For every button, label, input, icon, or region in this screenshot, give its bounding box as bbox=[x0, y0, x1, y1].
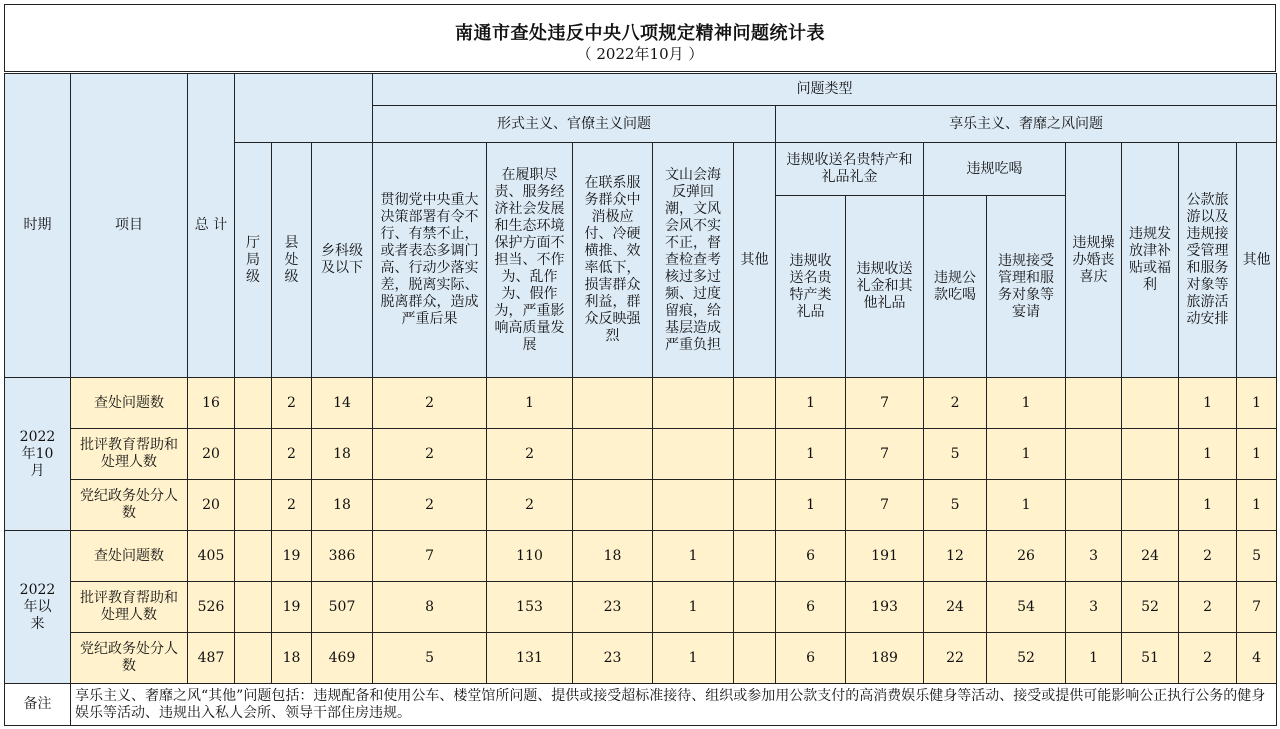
item-cell bbox=[71, 378, 188, 429]
value-cell-f3: 23 bbox=[573, 633, 653, 684]
item-label: 批评教育帮助和处理人数 bbox=[80, 590, 178, 623]
xian-header bbox=[272, 143, 312, 378]
value-cell-f5 bbox=[734, 531, 776, 582]
value-cell-m1: 22 bbox=[924, 633, 987, 684]
f1-label: 贯彻党中央重大决策部署有令不行、有禁不止，或者表态多调门高、行动少落实差，脱离实际、脱离群众，造成严重后果 bbox=[380, 192, 479, 327]
value-cell-m1: 2 bbox=[924, 378, 987, 429]
value-cell-xiang: 507 bbox=[312, 582, 373, 633]
value-cell-m1: 12 bbox=[924, 531, 987, 582]
value-cell-f2: 1 bbox=[487, 378, 573, 429]
value-cell-g2: 7 bbox=[846, 378, 924, 429]
item-label: 党纪政务处分人数 bbox=[80, 488, 178, 521]
value-cell-j bbox=[1122, 429, 1179, 480]
total-header: 总 计 bbox=[188, 74, 235, 378]
value-cell-j: 52 bbox=[1122, 582, 1179, 633]
value-cell-t: 1 bbox=[1179, 480, 1237, 531]
value-cell-f4 bbox=[653, 429, 734, 480]
value-cell-total: 20 bbox=[188, 429, 235, 480]
value-cell-total: 487 bbox=[188, 633, 235, 684]
page-title: 南通市查处违反中央八项规定精神问题统计表 bbox=[455, 23, 825, 44]
value-cell-f3 bbox=[573, 429, 653, 480]
value-cell-total: 16 bbox=[188, 378, 235, 429]
value-cell-w: 3 bbox=[1066, 531, 1122, 582]
value-cell-xian: 2 bbox=[272, 480, 312, 531]
value-cell-m2: 1 bbox=[987, 429, 1066, 480]
value-cell-t: 2 bbox=[1179, 633, 1237, 684]
gift-group-label: 违规收送名贵特产和礼品礼金 bbox=[786, 152, 913, 185]
table-row bbox=[5, 378, 1277, 429]
m2-header bbox=[987, 196, 1066, 378]
value-cell-f5 bbox=[734, 429, 776, 480]
value-cell-g1: 6 bbox=[776, 582, 846, 633]
f4-label: 文山会海反弹回潮，文风会风不实不正，督查检查考核过多过频、过度留痕，给基层造成严重负担 bbox=[665, 166, 722, 353]
value-cell-g1: 1 bbox=[776, 429, 846, 480]
value-cell-g1: 1 bbox=[776, 378, 846, 429]
value-cell-m1: 5 bbox=[924, 429, 987, 480]
item-label: 查处问题数 bbox=[94, 547, 164, 564]
value-cell-o: 7 bbox=[1237, 582, 1277, 633]
value-cell-xiang: 18 bbox=[312, 429, 373, 480]
j-label: 违规发放津补贴或福利 bbox=[1129, 226, 1172, 293]
formalism-header: 形式主义、官僚主义问题 bbox=[373, 106, 776, 143]
note-row bbox=[5, 684, 1277, 726]
value-cell-o: 4 bbox=[1237, 633, 1277, 684]
value-cell-f1: 5 bbox=[373, 633, 487, 684]
value-cell-o: 5 bbox=[1237, 531, 1277, 582]
note-text: 享乐主义、奢靡之风“其他”问题包括：违规配备和使用公车、楼堂馆所问题、提供或接受超标准接待、组织或参加用公款支付的高消费娱乐健身等活动、接受或提供可能影响公正执行公务的健身娱乐等活动、违规出入私人会所、领导干部住房违规。 bbox=[71, 684, 1277, 726]
xian-label: 县处级 bbox=[284, 234, 299, 285]
value-cell-f2: 110 bbox=[487, 531, 573, 582]
ting-header bbox=[235, 143, 272, 378]
value-cell-t: 1 bbox=[1179, 429, 1237, 480]
value-cell-m2: 1 bbox=[987, 378, 1066, 429]
f5-header: 其他 bbox=[734, 143, 776, 378]
g2-label: 违规收送礼金和其他礼品 bbox=[856, 261, 913, 311]
value-cell-g2: 7 bbox=[846, 480, 924, 531]
value-cell-f2: 2 bbox=[487, 429, 573, 480]
o-header: 其他 bbox=[1237, 143, 1277, 378]
value-cell-ting bbox=[235, 531, 272, 582]
j-header bbox=[1122, 143, 1179, 378]
gift-group-header bbox=[776, 143, 924, 196]
value-cell-f3: 23 bbox=[573, 582, 653, 633]
value-cell-w bbox=[1066, 429, 1122, 480]
f2-header bbox=[487, 143, 573, 378]
value-cell-j: 24 bbox=[1122, 531, 1179, 582]
f3-header bbox=[573, 143, 653, 378]
value-cell-xian: 19 bbox=[272, 531, 312, 582]
value-cell-f5 bbox=[734, 480, 776, 531]
value-cell-f1: 2 bbox=[373, 378, 487, 429]
period-cell bbox=[5, 378, 71, 531]
value-cell-f4 bbox=[653, 480, 734, 531]
period-label: 2022年以来 bbox=[19, 581, 56, 632]
period-header: 时期 bbox=[5, 74, 71, 378]
f4-header bbox=[653, 143, 734, 378]
stats-table bbox=[4, 73, 1277, 726]
table-row bbox=[5, 429, 1277, 480]
item-label: 党纪政务处分人数 bbox=[80, 641, 178, 674]
value-cell-xiang: 386 bbox=[312, 531, 373, 582]
value-cell-f5 bbox=[734, 378, 776, 429]
value-cell-f2: 2 bbox=[487, 480, 573, 531]
value-cell-f5 bbox=[734, 582, 776, 633]
value-cell-f3: 18 bbox=[573, 531, 653, 582]
value-cell-xiang: 18 bbox=[312, 480, 373, 531]
value-cell-j: 51 bbox=[1122, 633, 1179, 684]
hedonism-header: 享乐主义、奢靡之风问题 bbox=[776, 106, 1277, 143]
item-label: 查处问题数 bbox=[94, 394, 164, 411]
value-cell-f1: 7 bbox=[373, 531, 487, 582]
value-cell-m2: 54 bbox=[987, 582, 1066, 633]
value-cell-o: 1 bbox=[1237, 378, 1277, 429]
item-cell bbox=[71, 480, 188, 531]
table-row bbox=[5, 633, 1277, 684]
g1-label: 违规收送名贵特产类礼品 bbox=[789, 252, 832, 320]
note-label: 备注 bbox=[5, 684, 71, 726]
table-row bbox=[5, 582, 1277, 633]
table-row bbox=[5, 480, 1277, 531]
page-subtitle: （ 2022年10月 ） bbox=[576, 45, 704, 63]
value-cell-f1: 8 bbox=[373, 582, 487, 633]
value-cell-m2: 26 bbox=[987, 531, 1066, 582]
value-cell-f5 bbox=[734, 633, 776, 684]
value-cell-xian: 2 bbox=[272, 378, 312, 429]
item-cell bbox=[71, 531, 188, 582]
value-cell-f1: 2 bbox=[373, 429, 487, 480]
item-cell bbox=[71, 429, 188, 480]
value-cell-g1: 6 bbox=[776, 531, 846, 582]
f1-header bbox=[373, 143, 487, 378]
ting-label: 厅局级 bbox=[246, 234, 260, 285]
value-cell-t: 1 bbox=[1179, 378, 1237, 429]
problem-type-header: 问题类型 bbox=[373, 74, 1277, 106]
value-cell-m1: 5 bbox=[924, 480, 987, 531]
value-cell-g2: 191 bbox=[846, 531, 924, 582]
value-cell-f3 bbox=[573, 378, 653, 429]
f2-label: 在履职尽责、服务经济社会发展和生态环境保护方面不担当、不作为、乱作为、假作为，严重影响高质量发展 bbox=[494, 166, 565, 353]
m2-label: 违规接受管理和服务对象等宴请 bbox=[998, 252, 1055, 320]
g2-header bbox=[846, 196, 924, 378]
value-cell-w bbox=[1066, 378, 1122, 429]
item-label: 批评教育帮助和处理人数 bbox=[80, 437, 178, 470]
w-label: 违规操办婚丧喜庆 bbox=[1072, 234, 1115, 285]
value-cell-total: 526 bbox=[188, 582, 235, 633]
value-cell-ting bbox=[235, 582, 272, 633]
value-cell-o: 1 bbox=[1237, 429, 1277, 480]
value-cell-f4: 1 bbox=[653, 531, 734, 582]
value-cell-w: 1 bbox=[1066, 633, 1122, 684]
value-cell-g1: 1 bbox=[776, 480, 846, 531]
meal-group-header: 违规吃喝 bbox=[924, 143, 1066, 196]
value-cell-j bbox=[1122, 480, 1179, 531]
value-cell-m1: 24 bbox=[924, 582, 987, 633]
stats-table-wrap bbox=[4, 73, 1276, 726]
item-cell bbox=[71, 633, 188, 684]
value-cell-t: 2 bbox=[1179, 582, 1237, 633]
value-cell-f4 bbox=[653, 378, 734, 429]
value-cell-ting bbox=[235, 378, 272, 429]
value-cell-m2: 52 bbox=[987, 633, 1066, 684]
value-cell-xian: 19 bbox=[272, 582, 312, 633]
value-cell-xiang: 469 bbox=[312, 633, 373, 684]
value-cell-g2: 193 bbox=[846, 582, 924, 633]
value-cell-g2: 7 bbox=[846, 429, 924, 480]
item-cell bbox=[71, 582, 188, 633]
value-cell-f2: 131 bbox=[487, 633, 573, 684]
xiang-label: 乡科级及以下 bbox=[321, 243, 364, 276]
value-cell-o: 1 bbox=[1237, 480, 1277, 531]
value-cell-g2: 189 bbox=[846, 633, 924, 684]
w-header bbox=[1066, 143, 1122, 378]
value-cell-m2: 1 bbox=[987, 480, 1066, 531]
g1-header bbox=[776, 196, 846, 378]
value-cell-w: 3 bbox=[1066, 582, 1122, 633]
value-cell-ting bbox=[235, 633, 272, 684]
xiang-header bbox=[312, 143, 373, 378]
period-label: 2022年10月 bbox=[19, 428, 56, 479]
value-cell-f3 bbox=[573, 480, 653, 531]
value-cell-ting bbox=[235, 429, 272, 480]
value-cell-g1: 6 bbox=[776, 633, 846, 684]
value-cell-total: 20 bbox=[188, 480, 235, 531]
value-cell-f1: 2 bbox=[373, 480, 487, 531]
value-cell-xian: 2 bbox=[272, 429, 312, 480]
t-label: 公款旅游以及违规接受管理和服务对象等旅游活动安排 bbox=[1186, 192, 1229, 327]
t-header bbox=[1179, 143, 1237, 378]
value-cell-xian: 18 bbox=[272, 633, 312, 684]
value-cell-f4: 1 bbox=[653, 582, 734, 633]
value-cell-f2: 153 bbox=[487, 582, 573, 633]
value-cell-f4: 1 bbox=[653, 633, 734, 684]
value-cell-total: 405 bbox=[188, 531, 235, 582]
header-row-1 bbox=[5, 74, 1277, 106]
f3-label: 在联系服务群众中消极应付、冷硬横推、效率低下，损害群众利益，群众反映强烈 bbox=[584, 175, 641, 344]
level-header-blank bbox=[235, 74, 373, 143]
value-cell-j bbox=[1122, 378, 1179, 429]
value-cell-t: 2 bbox=[1179, 531, 1237, 582]
table-row bbox=[5, 531, 1277, 582]
item-header: 项目 bbox=[71, 74, 188, 378]
value-cell-ting bbox=[235, 480, 272, 531]
title-box bbox=[4, 4, 1276, 72]
m1-label: 违规公款吃喝 bbox=[934, 269, 977, 303]
m1-header bbox=[924, 196, 987, 378]
period-cell bbox=[5, 531, 71, 684]
value-cell-xiang: 14 bbox=[312, 378, 373, 429]
value-cell-w bbox=[1066, 480, 1122, 531]
